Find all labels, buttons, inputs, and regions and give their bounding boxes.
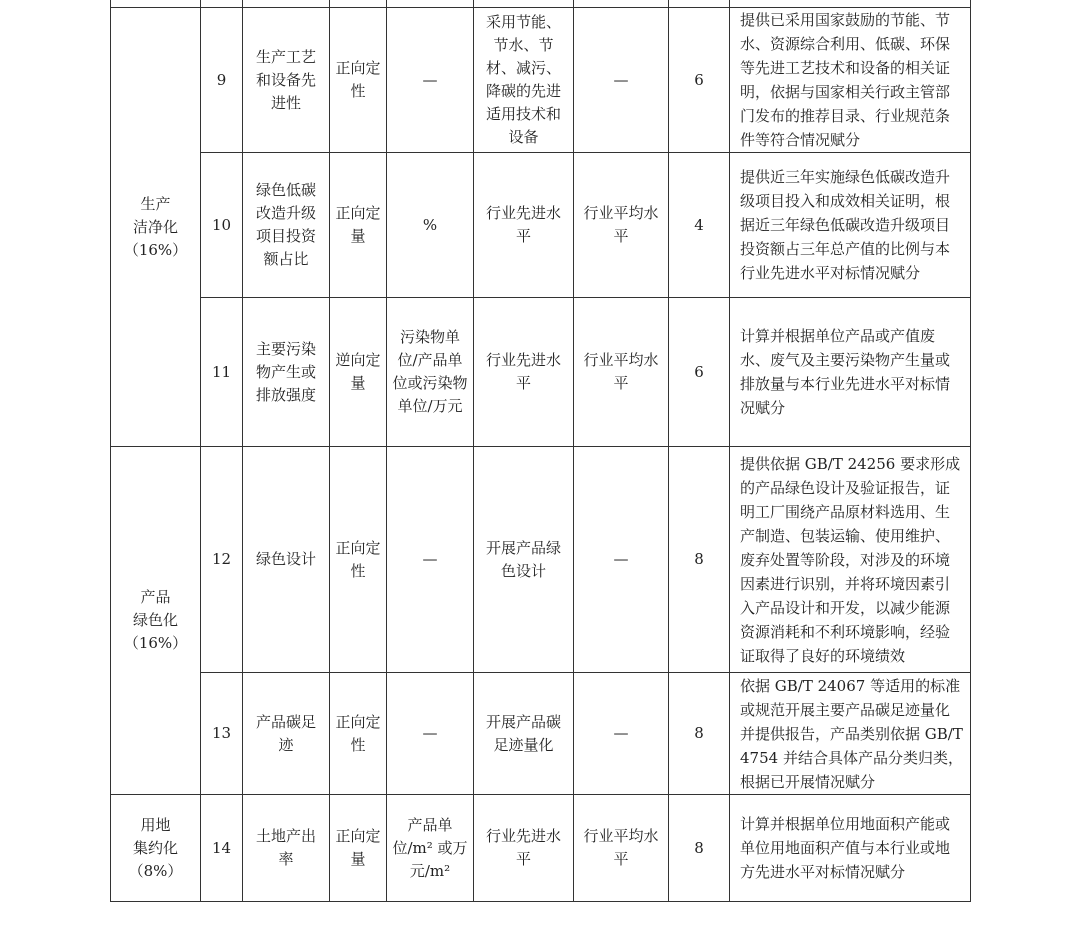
category-cell: 生产 洁净化 （16%） [111, 8, 201, 447]
benchmark-value: 行业先进水平 [474, 795, 574, 902]
table-row [111, 673, 971, 795]
benchmark-value: 采用节能、节水、节材、减污、降碳的先进适用技术和设备 [474, 8, 574, 153]
evaluation-method: 提供依据 GB/T 24256 要求形成的产品绿色设计及验证报告，证明工厂围绕产品原材料选用、生产制造、包装运输、使用维护、废弃处置等阶段，对涉及的环境因素进行识别，并将环境因素引入产品设计和开发，以减少能源资源消耗和不利环境影响，经验证取得了良好的环境绩效 [730, 447, 971, 673]
evaluation-method: 计算并根据单位用地面积产能或单位用地面积产值与本行业或地方先进水平对标情况赋分 [730, 795, 971, 902]
benchmark-value: 开展产品碳足迹量化 [474, 673, 574, 795]
score-cell: 8 [669, 795, 730, 902]
score-cell: 4 [669, 153, 730, 298]
unit-cell: 污染物单位/产品单位或污染物单位/万元 [387, 298, 474, 447]
unit-cell: — [387, 8, 474, 153]
category-cell: 产品 绿色化 （16%） [111, 447, 201, 795]
indicator-type: 正向定性 [330, 447, 387, 673]
evaluation-method: 提供近三年实施绿色低碳改造升级项目投入和成效相关证明，根据近三年绿色低碳改造升级项目投资额占三年总产值的比例与本行业先进水平对标情况赋分 [730, 153, 971, 298]
indicator-name: 产品碳足迹 [243, 673, 330, 795]
table-row [111, 795, 971, 902]
unit-cell: 产品单位/m² 或万元/m² [387, 795, 474, 902]
score-cell: 8 [669, 447, 730, 673]
table-row [111, 153, 971, 298]
benchmark-value: 行业先进水平 [474, 153, 574, 298]
indicator-name: 主要污染物产生或排放强度 [243, 298, 330, 447]
table-row [111, 298, 971, 447]
baseline-value: — [574, 8, 669, 153]
indicator-type: 逆向定量 [330, 298, 387, 447]
row-number: 13 [201, 673, 243, 795]
row-number: 10 [201, 153, 243, 298]
score-cell: 6 [669, 298, 730, 447]
baseline-value: 行业平均水平 [574, 153, 669, 298]
category-cell: 用地 集约化 （8%） [111, 795, 201, 902]
unit-cell: — [387, 447, 474, 673]
evaluation-method: 依据 GB/T 24067 等适用的标准或规范开展主要产品碳足迹量化并提供报告，产品类别依据 GB/T 4754 并结合具体产品分类归类，根据已开展情况赋分 [730, 673, 971, 795]
score-cell: 6 [669, 8, 730, 153]
evaluation-method: 提供已采用国家鼓励的节能、节水、资源综合利用、低碳、环保等先进工艺技术和设备的相关证明，依据与国家相关行政主管部门发布的推荐目录、行业规范条件等符合情况赋分 [730, 8, 971, 153]
row-number: 14 [201, 795, 243, 902]
baseline-value: 行业平均水平 [574, 298, 669, 447]
benchmark-value: 行业先进水平 [474, 298, 574, 447]
indicator-type: 正向定性 [330, 8, 387, 153]
row-number: 12 [201, 447, 243, 673]
indicator-name: 绿色低碳改造升级项目投资额占比 [243, 153, 330, 298]
baseline-value: 行业平均水平 [574, 795, 669, 902]
table-row [111, 8, 971, 153]
row-number: 11 [201, 298, 243, 447]
table-row-top-remnant [111, 0, 971, 8]
indicator-type: 正向定性 [330, 673, 387, 795]
score-cell: 8 [669, 673, 730, 795]
indicator-name: 土地产出率 [243, 795, 330, 902]
row-number: 9 [201, 8, 243, 153]
benchmark-value: 开展产品绿色设计 [474, 447, 574, 673]
evaluation-method: 计算并根据单位产品或产值废水、废气及主要污染物产生量或排放量与本行业先进水平对标情况赋分 [730, 298, 971, 447]
indicator-type: 正向定量 [330, 795, 387, 902]
unit-cell: % [387, 153, 474, 298]
unit-cell: — [387, 673, 474, 795]
table-row [111, 447, 971, 673]
baseline-value: — [574, 447, 669, 673]
evaluation-indicator-table [110, 0, 971, 902]
indicator-name: 绿色设计 [243, 447, 330, 673]
indicator-name: 生产工艺和设备先进性 [243, 8, 330, 153]
baseline-value: — [574, 673, 669, 795]
indicator-type: 正向定量 [330, 153, 387, 298]
